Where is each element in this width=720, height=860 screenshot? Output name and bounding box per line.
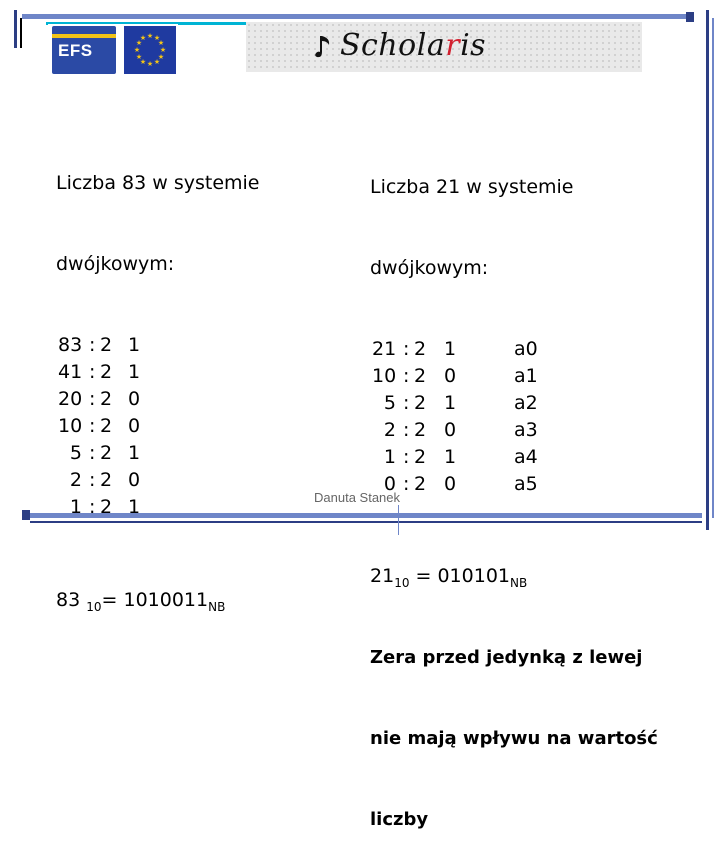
svg-text:★: ★ (157, 39, 165, 47)
left-division-row (56, 413, 259, 440)
left-title-line1: Liczba 83 w systemie (56, 172, 260, 194)
svg-text:★: ★ (153, 58, 161, 66)
right-divisor: 2 (414, 392, 427, 414)
left-remainder: 1 (128, 496, 141, 518)
svg-text:★: ★ (133, 46, 141, 54)
svg-text:★: ★ (159, 46, 167, 54)
left-divisor: 2 (100, 496, 113, 518)
right-frame-line-inner (712, 18, 714, 518)
left-divisor: 2 (100, 361, 113, 383)
right-conversion (370, 120, 658, 860)
left-division-row (56, 440, 259, 467)
left-divisor: 2 (100, 388, 113, 410)
left-dividend: 20 (58, 388, 83, 410)
scholaris-accent: r (445, 28, 461, 63)
right-note-line3: liczby (370, 809, 429, 830)
eu-flag-icon (124, 26, 176, 74)
efs-logo (52, 26, 116, 74)
left-separator: : (89, 388, 96, 410)
right-remainder: 1 (444, 392, 457, 414)
author-footer: Danuta Stanek (314, 490, 401, 505)
right-note-line1: Zera przed jedynką z lewej (370, 647, 643, 668)
right-division-row (370, 336, 658, 363)
right-bit-label: a1 (514, 365, 538, 387)
left-division-row (56, 359, 259, 386)
right-divisor: 2 (414, 365, 427, 387)
left-division-row (56, 386, 259, 413)
left-division-row (56, 467, 259, 494)
right-remainder: 1 (444, 446, 457, 468)
left-divisor: 2 (100, 415, 113, 437)
left-dividend: 1 (69, 496, 82, 518)
left-separator: : (89, 496, 96, 518)
left-divisor: 2 (100, 442, 113, 464)
left-dividend: 83 (58, 334, 83, 356)
right-bit-label: a0 (514, 338, 538, 360)
right-separator: : (403, 365, 410, 387)
right-bit-label: a4 (514, 446, 538, 468)
left-separator: : (89, 361, 96, 383)
top-frame-line (22, 14, 692, 19)
left-dividend: 41 (58, 361, 83, 383)
scholaris-banner (246, 22, 642, 72)
left-dividend: 5 (69, 442, 82, 464)
left-conversion (56, 116, 259, 641)
svg-text:★: ★ (157, 53, 165, 61)
svg-text:★: ★ (153, 34, 161, 42)
bottom-frame-cap (22, 510, 30, 520)
right-separator: : (403, 473, 410, 495)
svg-text:★: ★ (146, 32, 154, 40)
right-result-base: 21 (370, 565, 395, 587)
right-divisor: 2 (414, 419, 427, 441)
efs-logo-text: EFS (58, 41, 93, 60)
left-division-row (56, 332, 259, 359)
right-division-row (370, 444, 658, 471)
right-separator: : (403, 419, 410, 441)
right-division-row (370, 471, 658, 498)
scholaris-logo-text (340, 28, 486, 63)
left-result-suffix: NB (208, 600, 226, 614)
left-separator: : (89, 415, 96, 437)
left-remainder: 0 (128, 415, 141, 437)
svg-text:★: ★ (135, 39, 143, 47)
efs-logo-stripe (52, 34, 116, 38)
left-title-line2: dwójkowym: (56, 253, 175, 275)
left-frame-line (14, 10, 17, 48)
right-result (370, 563, 658, 590)
left-remainder: 0 (128, 388, 141, 410)
right-remainder: 0 (444, 473, 457, 495)
svg-text:★: ★ (139, 34, 147, 42)
left-result-subscript: 10 (86, 600, 102, 614)
left-separator: : (89, 442, 96, 464)
right-dividend: 0 (383, 473, 396, 495)
right-result-subscript: 10 (394, 576, 410, 590)
left-divisor: 2 (100, 334, 113, 356)
right-dividend: 5 (383, 392, 396, 414)
left-result-base: 83 (56, 589, 81, 611)
svg-text:★: ★ (139, 58, 147, 66)
right-remainder: 1 (444, 338, 457, 360)
scholaris-suffix: is (460, 28, 487, 63)
right-division-row (370, 390, 658, 417)
left-dividend: 10 (58, 415, 83, 437)
right-separator: : (403, 446, 410, 468)
svg-text:★: ★ (135, 53, 143, 61)
left-remainder: 1 (128, 442, 141, 464)
left-division-row (56, 494, 259, 521)
left-remainder: 1 (128, 334, 141, 356)
right-division-row (370, 417, 658, 444)
right-result-value: = 010101 (409, 565, 510, 587)
right-title-line1: Liczba 21 w systemie (370, 176, 574, 198)
right-divisor: 2 (414, 473, 427, 495)
right-remainder: 0 (444, 365, 457, 387)
left-separator: : (89, 469, 96, 491)
left-division-table (56, 332, 259, 521)
right-note-line2: nie mają wpływu na wartość (370, 728, 658, 749)
right-frame-line (706, 10, 709, 530)
left-result (56, 587, 259, 614)
svg-text:★: ★ (146, 60, 154, 68)
right-dividend: 10 (372, 365, 397, 387)
left-remainder: 1 (128, 361, 141, 383)
scholaris-note-icon (314, 34, 334, 60)
scholaris-prefix: Schola (340, 28, 446, 63)
right-bit-label: a2 (514, 392, 538, 414)
right-result-suffix: NB (510, 576, 528, 590)
right-division-row (370, 363, 658, 390)
right-remainder: 0 (444, 419, 457, 441)
left-separator: : (89, 334, 96, 356)
right-dividend: 21 (372, 338, 397, 360)
right-divisor: 2 (414, 338, 427, 360)
left-remainder: 0 (128, 469, 141, 491)
right-separator: : (403, 392, 410, 414)
right-dividend: 1 (383, 446, 396, 468)
left-dividend: 2 (69, 469, 82, 491)
right-divisor: 2 (414, 446, 427, 468)
right-separator: : (403, 338, 410, 360)
right-dividend: 2 (383, 419, 396, 441)
left-frame-line-inner (20, 18, 22, 48)
right-title-line2: dwójkowym: (370, 257, 489, 279)
right-division-table (370, 336, 658, 498)
right-bit-label: a3 (514, 419, 538, 441)
top-frame-cap (686, 12, 694, 22)
left-result-value: = 1010011 (101, 589, 209, 611)
left-divisor: 2 (100, 469, 113, 491)
right-bit-label: a5 (514, 473, 538, 495)
